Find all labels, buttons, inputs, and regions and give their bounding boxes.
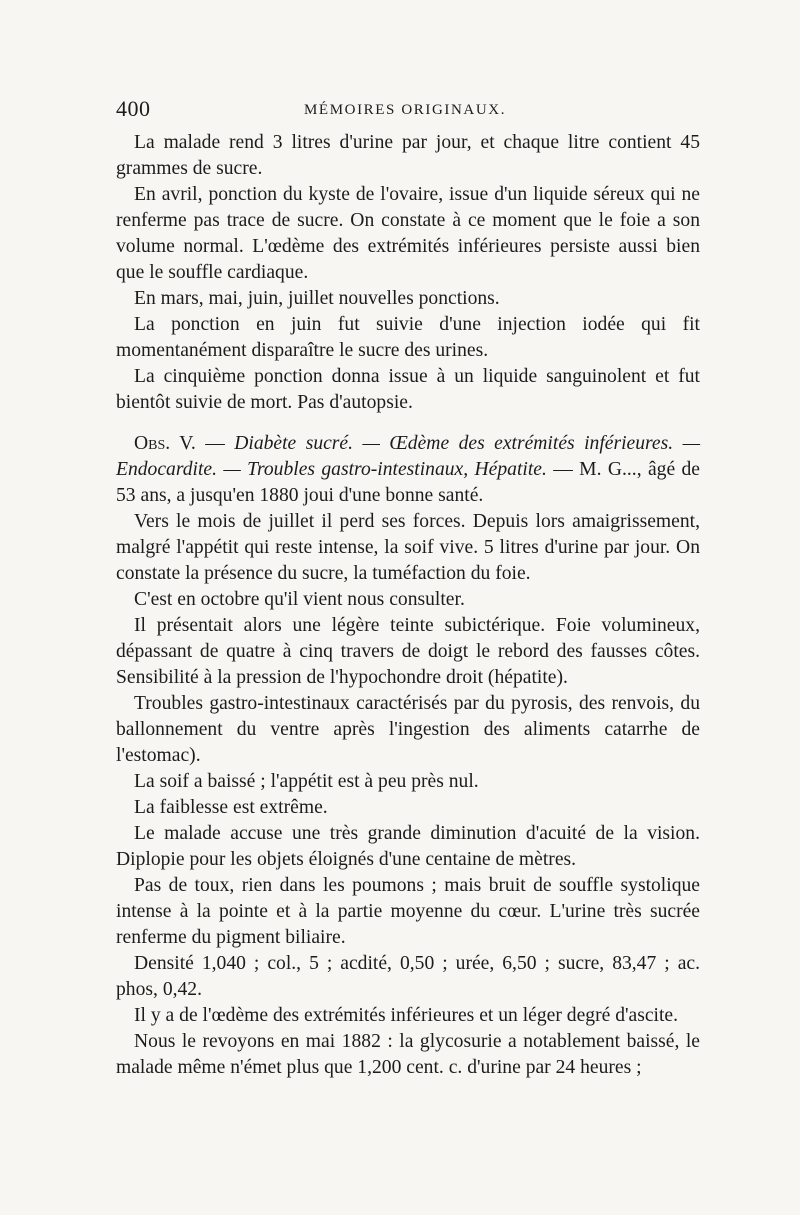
paragraph: Le malade accuse une très grande diminution d'acuité de la vision. Diplopie pour les objets éloignés d'une centaine de mètres. [116, 823, 700, 870]
page-number: 400 [116, 96, 151, 121]
paragraph: En avril, ponction du kyste de l'ovaire, issue d'un liquide séreux qui ne renferme pas trace de sucre. On constate à ce moment que le foie a son volume normal. L'œdème des extrémités inférieures persiste aussi bien que le souffle cardiaque. [116, 184, 700, 283]
paragraph: C'est en octobre qu'il vient nous consulter. [134, 589, 465, 610]
paragraph: Il présentait alors une légère teinte subictérique. Foie volumineux, dépassant de quatre à cinq travers de doigt le rebord des fausses côtes. Sensibilité à la pression de l'hypochondre droit (hépatite). [116, 615, 700, 688]
paragraph: En mars, mai, juin, juillet nouvelles ponctions. [134, 288, 500, 309]
paragraph: La cinquième ponction donna issue à un liquide sanguinolent et fut bientôt suivie de mort. Pas d'autopsie. [116, 366, 700, 413]
paragraph: La faiblesse est extrême. [134, 797, 328, 818]
body-text [116, 130, 700, 1081]
observation-title: Diabète sucré. — Œdème des extrémités inférieures. — Endocardite. — Troubles gastro-intestinaux, Hépatite. [116, 433, 700, 480]
paragraph: Pas de toux, rien dans les poumons ; mais bruit de souffle systolique intense à la pointe et à la partie moyenne du cœur. L'urine très sucrée renferme du pigment biliaire. [116, 875, 700, 948]
observation-heading [116, 431, 700, 509]
observation-intro: — M. G..., âgé de 53 ans, a jusqu'en 1880 joui d'une bonne santé. [116, 459, 700, 506]
paragraph: La ponction en juin fut suivie d'une injection iodée qui fit momentanément disparaître le sucre des urines. [116, 314, 700, 361]
paragraph: Vers le mois de juillet il perd ses forces. Depuis lors amaigrissement, malgré l'appétit qui reste intense, la soif vive. 5 litres d'urine par jour. On constate la présence du sucre, la tuméfaction du foie. [116, 511, 700, 584]
paragraph: Il y a de l'œdème des extrémités inférieures et un léger degré d'ascite. [134, 1005, 679, 1026]
paragraph: La malade rend 3 litres d'urine par jour, et chaque litre contient 45 grammes de sucre. [116, 132, 700, 179]
page-header [116, 96, 700, 126]
paragraph: La soif a baissé ; l'appétit est à peu près nul. [134, 771, 479, 792]
paragraph: Nous le revoyons en mai 1882 : la glycosurie a notablement baissé, le malade même n'émet plus que 1,200 cent. c. d'urine par 24 heures ; [116, 1031, 700, 1078]
observation-label: Obs. V. — [134, 433, 225, 454]
paragraph: Densité 1,040 ; col., 5 ; acdité, 0,50 ; urée, 6,50 ; sucre, 83,47 ; ac. phos, 0,42. [116, 953, 700, 1000]
running-head: MÉMOIRES ORIGINAUX. [304, 102, 507, 118]
paragraph: Troubles gastro-intestinaux caractérisés par du pyrosis, des renvois, du ballonnement du ventre après l'ingestion des aliments catarrhe de l'estomac). [116, 693, 700, 766]
